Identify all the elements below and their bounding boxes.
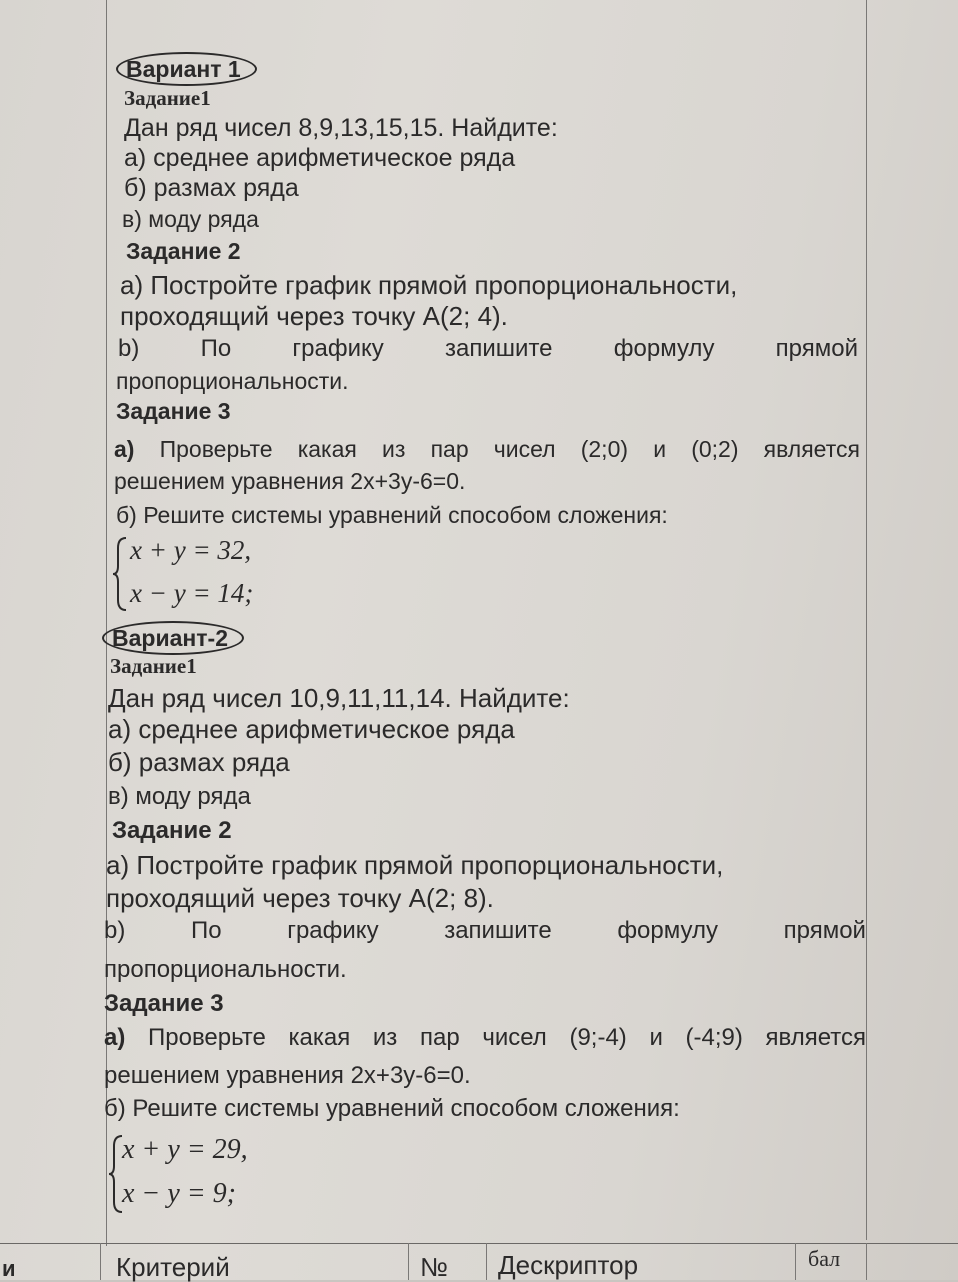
word: Проверьте xyxy=(159,436,273,462)
word: (9;-4) xyxy=(569,1024,627,1051)
word: а) xyxy=(114,436,135,462)
variant1-task2-heading: Задание 2 xyxy=(126,238,241,264)
word: какая xyxy=(288,1024,351,1051)
variant1-task1-heading: Задание1 xyxy=(124,86,211,110)
variant1-task3-heading: Задание 3 xyxy=(116,398,231,424)
footer-divider-2 xyxy=(408,1243,409,1280)
variant2-task1-intro: Дан ряд чисел 10,9,11,11,14. Найдите: xyxy=(108,683,570,713)
variant1-task2-b-line2: пропорциональности. xyxy=(116,368,349,394)
variant1-task1-c: в) моду ряда xyxy=(122,206,259,232)
variant1-task2-b-line1 xyxy=(118,337,858,361)
variant1-task2-a-line2: проходящий через точку A(2; 4). xyxy=(120,301,508,331)
variant2-task3-b: б) Решите системы уравнений способом сложения: xyxy=(104,1095,680,1122)
variant2-equation-1: x + y = 29, xyxy=(122,1134,248,1165)
word: является xyxy=(763,436,860,462)
variant2-task3-a-line1 xyxy=(104,1026,866,1050)
variant1-task1-b: б) размах ряда xyxy=(124,174,299,202)
footer-divider-5 xyxy=(866,1243,867,1280)
variant2-task1-heading: Задание1 xyxy=(110,654,197,678)
footer-descriptor: Дескриптор xyxy=(498,1250,639,1280)
word: формулу xyxy=(613,335,715,362)
variant1-task3-b: б) Решите системы уравнений способом сложения: xyxy=(116,502,668,528)
word: прямой xyxy=(775,335,858,362)
footer-score: бал xyxy=(808,1246,841,1271)
variant2-task2-heading: Задание 2 xyxy=(112,817,232,844)
footer-number: № xyxy=(420,1252,448,1282)
variant1-task3-a-line2: решением уравнения 2x+3y-6=0. xyxy=(114,468,466,494)
word: из xyxy=(382,436,406,462)
variant2-task2-b-line2: пропорциональности. xyxy=(104,956,347,983)
word: и xyxy=(649,1024,663,1051)
variant1-task1-intro: Дан ряд чисел 8,9,13,15,15. Найдите: xyxy=(124,114,558,142)
left-border-line xyxy=(106,0,107,1246)
variant1-title: Вариант 1 xyxy=(116,52,257,86)
footer-divider-4 xyxy=(795,1243,796,1280)
word: запишите xyxy=(445,335,553,362)
word: чисел xyxy=(482,1024,547,1051)
word: какая xyxy=(297,436,357,462)
word: запишите xyxy=(444,917,552,944)
variant1-equation-1: x + y = 32, xyxy=(130,535,252,565)
variant2-task1-c: в) моду ряда xyxy=(108,783,251,810)
word: а) xyxy=(104,1024,126,1051)
footer-divider-3 xyxy=(486,1243,487,1280)
word: (-4;9) xyxy=(685,1024,743,1051)
variant1-task2-a-line1: а) Постройте график прямой пропорциональности, xyxy=(120,270,738,300)
word: графику xyxy=(292,335,384,362)
word: По xyxy=(190,917,222,944)
footer-divider-1 xyxy=(100,1243,101,1280)
variant2-task2-a-line2: проходящий через точку A(2; 8). xyxy=(106,883,494,913)
word: Проверьте xyxy=(148,1024,266,1051)
footer-criterion: Критерий xyxy=(116,1252,230,1282)
variant1-system-brace xyxy=(112,536,130,612)
word: из xyxy=(372,1024,398,1051)
word: (0;2) xyxy=(691,436,739,462)
word: формулу xyxy=(617,917,718,944)
right-border-line xyxy=(866,0,867,1240)
variant1-equation-2: x − y = 14; xyxy=(130,578,254,608)
word: (2;0) xyxy=(580,436,629,462)
word: является xyxy=(765,1024,866,1051)
variant2-title: Вариант-2 xyxy=(102,621,244,655)
variant2-task2-a-line1: а) Постройте график прямой пропорциональности, xyxy=(106,850,724,880)
word: пар xyxy=(419,1024,460,1051)
variant2-task3-a-line2: решением уравнения 2x+3y-6=0. xyxy=(104,1062,471,1089)
word: По xyxy=(200,335,232,362)
footer-left-cell: и xyxy=(2,1256,16,1281)
variant2-task1-a: а) среднее арифметическое ряда xyxy=(108,714,515,744)
word: b) xyxy=(104,917,126,944)
word: пар xyxy=(430,436,469,462)
variant2-task2-b-line1 xyxy=(104,919,866,943)
variant2-task1-b: б) размах ряда xyxy=(108,747,290,777)
variant1-task3-a-line1 xyxy=(114,438,860,461)
footer-top-line xyxy=(0,1243,958,1244)
word: и xyxy=(653,436,667,462)
word: графику xyxy=(287,917,379,944)
word: чисел xyxy=(493,436,556,462)
variant2-task3-heading: Задание 3 xyxy=(104,990,224,1017)
variant1-task1-a: а) среднее арифметическое ряда xyxy=(124,144,516,172)
variant2-equation-2: x − y = 9; xyxy=(122,1178,236,1209)
word: прямой xyxy=(783,917,866,944)
word: b) xyxy=(118,335,140,362)
